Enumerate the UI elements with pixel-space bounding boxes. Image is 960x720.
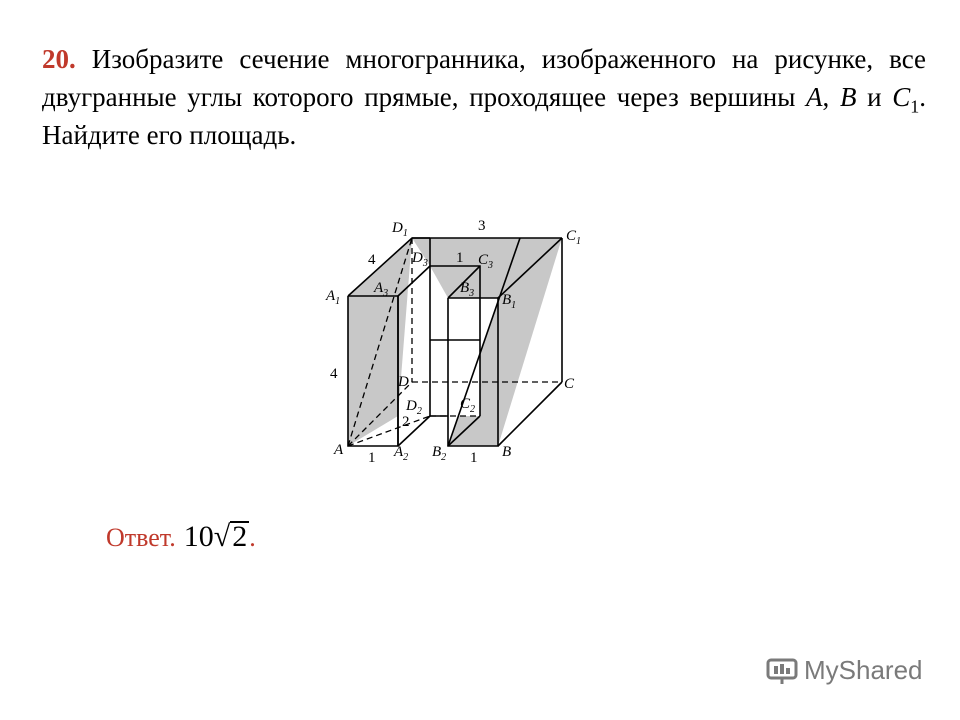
answer-block [106, 520, 256, 554]
label-c: C [564, 376, 575, 392]
answer-end: . [249, 523, 256, 552]
dim-inner-top: 1 [456, 250, 464, 266]
dim-bottom-left: 1 [368, 450, 376, 466]
label-a1: $A_1$ [326, 288, 341, 307]
label-d1: $D_1$ [392, 220, 408, 239]
label-d: D [398, 374, 409, 390]
answer-label: Ответ. [106, 523, 176, 552]
label-a2: $A_2$ [394, 444, 409, 463]
answer-value [184, 520, 249, 553]
label-b1: $B_1$ [502, 292, 517, 311]
problem-number: 20. [42, 44, 76, 74]
problem-text-before: Изобразите сечение многогранника, изображенного на рисунке, все двугранные углы которого прямые, проходящее через вершины [42, 44, 926, 112]
label-a3: $A_3$ [374, 280, 389, 299]
label-d2: $D_2$ [406, 398, 422, 417]
label-c2: $C_2$ [460, 396, 476, 415]
dim-top-length: 3 [478, 218, 486, 234]
var-c: C [892, 82, 911, 112]
problem-statement [42, 40, 926, 154]
label-b: B [502, 444, 512, 460]
sqrt-sign: √ [213, 520, 231, 553]
label-a: A [334, 442, 344, 458]
problem-text-after: . Найдите его площадь. [42, 82, 927, 150]
sep-2: и [856, 82, 893, 112]
sep-1: , [822, 82, 840, 112]
var-b: B [839, 82, 857, 112]
polyhedron-figure [300, 200, 620, 480]
presentation-board-icon [766, 656, 798, 686]
label-b2: $B_2$ [432, 444, 447, 463]
answer-radicand: 2 [232, 520, 248, 553]
label-b3: $B_3$ [460, 280, 475, 299]
label-c3: $C_3$ [478, 252, 494, 271]
dim-inner-depth: 2 [402, 414, 410, 430]
label-c1: $C_1$ [566, 228, 582, 247]
watermark-logo [766, 655, 923, 686]
label-d3: $D_3$ [412, 250, 428, 269]
var-c-subscript: 1 [910, 96, 920, 117]
dim-height: 4 [330, 366, 338, 382]
dim-depth: 4 [368, 252, 376, 268]
answer-coef: 10 [183, 520, 214, 553]
var-a: A [806, 82, 823, 112]
dim-bottom-right: 1 [470, 450, 478, 466]
watermark-text: MyShared [804, 655, 923, 685]
